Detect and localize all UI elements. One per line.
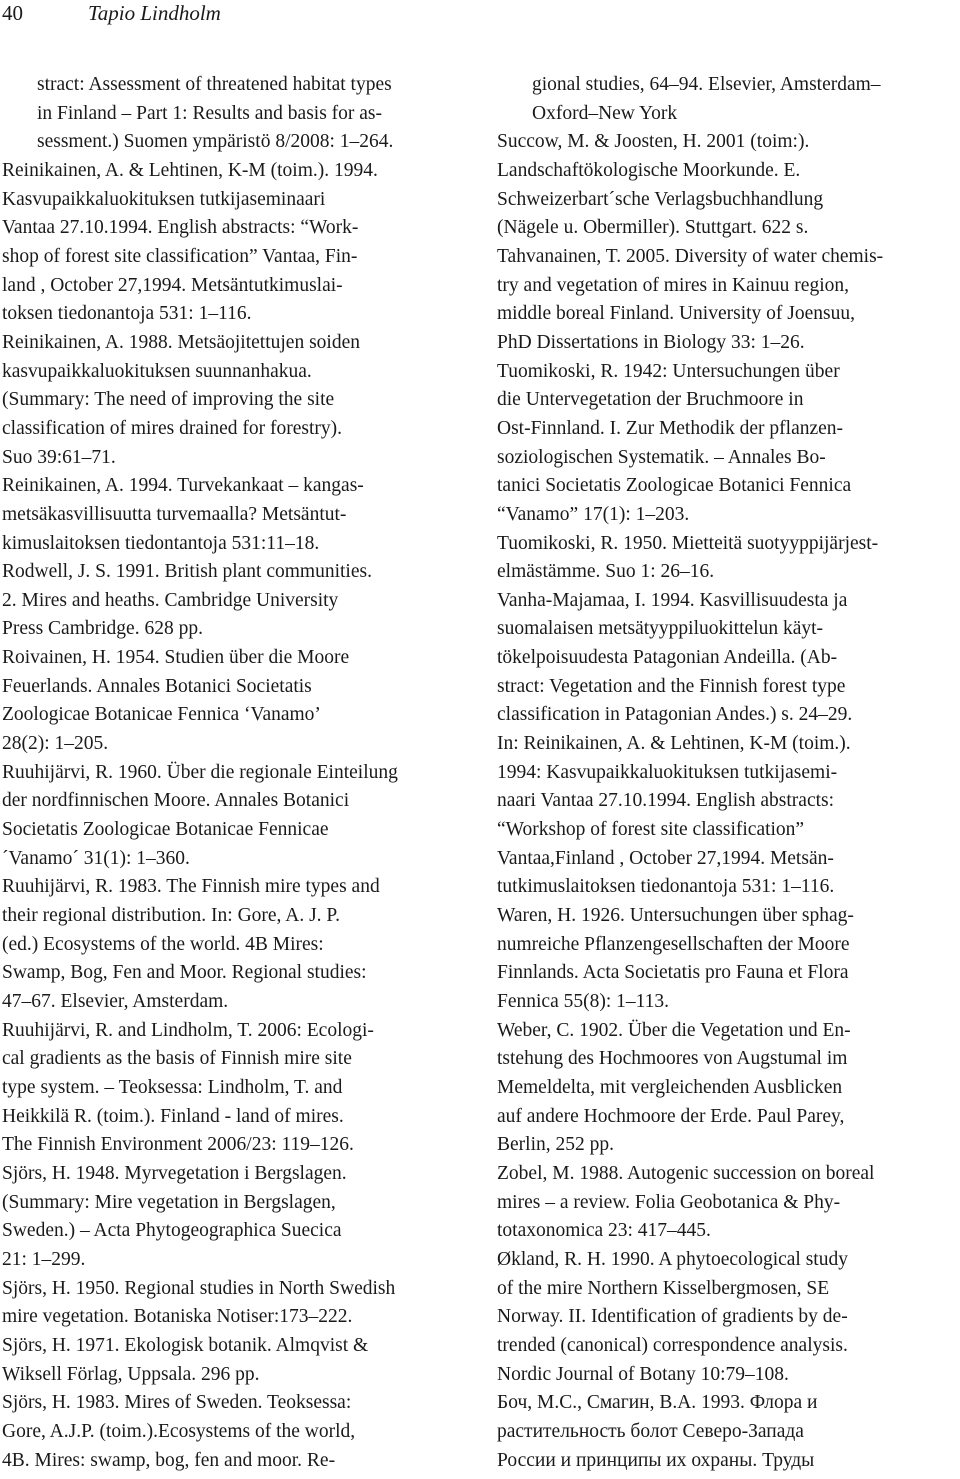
reference-line: 21: 1–299.: [2, 1248, 86, 1270]
reference-entry: [2, 1332, 464, 1389]
reference-entry: [497, 358, 958, 530]
reference-line: Tahvanainen, T. 2005. Diversity of water chemis-: [497, 245, 884, 267]
reference-line: Weber, C. 1902. Über die Vegetation und En-: [497, 1019, 851, 1041]
reference-line: Økland, R. H. 1990. A phytoecological study: [497, 1248, 848, 1270]
reference-line: Reinikainen, A. & Lehtinen, K-M (toim.). 1994.: [2, 159, 378, 181]
reference-line: Vantaa 27.10.1994. English abstracts: “Work-: [2, 217, 359, 239]
reference-line: Nordic Journal of Botany 10:79–108.: [497, 1363, 789, 1385]
reference-line: kasvupaikkaluokituksen suunnanhakua.: [2, 360, 312, 382]
reference-line: Kasvupaikkaluokituksen tutkijaseminaari: [2, 188, 326, 210]
reference-line: middle boreal Finland. University of Joensuu,: [497, 303, 855, 325]
reference-line: Zobel, M. 1988. Autogenic succession on boreal: [497, 1162, 875, 1184]
reference-continuation: [497, 71, 958, 128]
reference-entry: [2, 1275, 464, 1332]
reference-line: tutkimuslaitoksen tiedonantoja 531: 1–116.: [497, 876, 835, 898]
reference-line: tanici Societatis Zoologicae Botanici Fennica: [497, 475, 852, 497]
reference-line: растительность болот Северо-Запада: [497, 1420, 804, 1442]
reference-line: Swamp, Bog, Fen and Moor. Regional studies:: [2, 962, 367, 984]
reference-line: 47–67. Elsevier, Amsterdam.: [2, 991, 229, 1012]
reference-line: Societatis Zoologicae Botanicae Fennicae: [2, 819, 329, 841]
reference-line: of the mire Northern Kisselbergmosen, SE: [497, 1277, 830, 1299]
reference-line: Vanha-Majamaa, I. 1994. Kasvillisuudesta ja: [497, 589, 848, 611]
reference-entry: [2, 644, 464, 759]
reference-entry: [2, 1389, 464, 1475]
reference-line: stract: Assessment of threatened habitat types: [37, 74, 392, 95]
reference-entry: [497, 1246, 958, 1389]
reference-line: toksen tiedonantoja 531: 1–116.: [2, 303, 252, 325]
reference-line: trended (canonical) correspondence analysis.: [497, 1334, 848, 1356]
reference-entry: [497, 1017, 958, 1160]
reference-line: Succow, M. & Joosten, H. 2001 (toim:).: [497, 131, 810, 153]
reference-line: ´Vanamo´ 31(1): 1–360.: [2, 847, 190, 869]
reference-line: try and vegetation of mires in Kainuu region,: [497, 274, 849, 296]
reference-line: Sjörs, H. 1950. Regional studies in North Swedish: [2, 1277, 396, 1299]
reference-line: soziologischen Systematik. – Annales Bo-: [497, 446, 826, 468]
reference-line: Tuomikoski, R. 1942: Untersuchungen über: [497, 360, 840, 382]
reference-entry: [2, 1017, 464, 1160]
reference-entry: [2, 329, 464, 472]
reference-line: Боч, М.С., Смагин, В.А. 1993. Флора и: [497, 1392, 818, 1414]
reference-line: Ost-Finnland. I. Zur Methodik der pflanzen-: [497, 417, 844, 439]
reference-entry: [2, 759, 464, 874]
reference-line: Reinikainen, A. 1994. Turvekankaat – kangas-: [2, 475, 364, 497]
reference-line: Fennica 55(8): 1–113.: [497, 991, 670, 1012]
reference-line: sessment.) Suomen ympäristö 8/2008: 1–264.: [37, 131, 394, 153]
reference-entry: [2, 558, 464, 644]
reference-line: land , October 27,1994. Metsäntutkimuslai-: [2, 274, 343, 296]
reference-line: suomalaisen metsätyyppiluokittelun käyt-: [497, 618, 824, 640]
reference-line: Vantaa,Finland , October 27,1994. Metsän-: [497, 847, 834, 869]
reference-entry: [497, 128, 958, 243]
reference-line: naari Vantaa 27.10.1994. English abstracts:: [497, 790, 835, 812]
reference-line: PhD Dissertations in Biology 33: 1–26.: [497, 331, 805, 353]
reference-continuation: [2, 71, 464, 157]
reference-line: (Summary: The need of improving the site: [2, 389, 335, 411]
reference-line: Ruuhijärvi, R. 1983. The Finnish mire types and: [2, 876, 380, 898]
reference-line: Zoologicae Botanicae Fennica ‘Vanamo’: [2, 704, 321, 726]
reference-entry: [497, 530, 958, 587]
reference-line: classification of mires drained for forestry).: [2, 417, 343, 439]
page-number: 40: [2, 1, 23, 25]
reference-line: classification in Patagonian Andes.) s. 24–29.: [497, 704, 853, 726]
reference-line: Sjörs, H. 1983. Mires of Sweden. Teoksessa:: [2, 1392, 352, 1414]
reference-line: Memeldelta, mit vergleichenden Ausblicken: [497, 1076, 843, 1098]
reference-entry: [497, 587, 958, 902]
reference-entry: [497, 243, 958, 358]
reference-line: die Untervegetation der Bruchmoore in: [497, 389, 804, 411]
reference-line: Berlin, 252 pp.: [497, 1134, 614, 1156]
reference-line: auf andere Hochmoore der Erde. Paul Parey,: [497, 1105, 845, 1127]
reference-line: totaxonomica 23: 417–445.: [497, 1220, 711, 1242]
reference-line: Wiksell Förlag, Uppsala. 296 pp.: [2, 1363, 260, 1385]
reference-line: 28(2): 1–205.: [2, 733, 109, 755]
reference-line: In: Reinikainen, A. & Lehtinen, K-M (toim.).: [497, 733, 851, 755]
reference-line: shop of forest site classification” Vantaa, Fin-: [2, 245, 358, 267]
reference-line: metsäkasvillisuutta turvemaalla? Metsäntut-: [2, 503, 347, 525]
reference-line: tökelpoisuudesta Patagonian Andeilla. (Ab-: [497, 647, 838, 669]
reference-line: stract: Vegetation and the Finnish forest type: [497, 675, 846, 697]
reference-line: Sweden.) – Acta Phytogeographica Suecica: [2, 1220, 342, 1242]
reference-line: mire vegetation. Botaniska Notiser:173–222.: [2, 1306, 353, 1328]
reference-line: Gore, A.J.P. (toim.).Ecosystems of the world,: [2, 1420, 356, 1442]
reference-line: type system. – Teoksessa: Lindholm, T. and: [2, 1076, 343, 1098]
reference-line: Press Cambridge. 628 pp.: [2, 618, 203, 640]
reference-line: Sjörs, H. 1971. Ekologisk botanik. Almqvist &: [2, 1334, 369, 1356]
reference-line: Suo 39:61–71.: [2, 446, 116, 468]
reference-line: 4B. Mires: swamp, bog, fen and moor. Re-: [2, 1449, 336, 1471]
reference-line: Heikkilä R. (toim.). Finland - land of mires.: [2, 1105, 344, 1127]
reference-line: kimuslaitoksen tiedontantoja 531:11–18.: [2, 532, 320, 554]
reference-line: Waren, H. 1926. Untersuchungen über sphag-: [497, 905, 854, 927]
reference-line: Roivainen, H. 1954. Studien über die Moore: [2, 647, 350, 669]
reference-line: mires – a review. Folia Geobotanica & Phy-: [497, 1191, 841, 1213]
reference-line: (ed.) Ecosystems of the world. 4B Mires:: [2, 933, 324, 955]
reference-line: The Finnish Environment 2006/23: 119–126.: [2, 1134, 354, 1156]
reference-entry: [497, 1160, 958, 1246]
reference-line: (Nägele u. Obermiller). Stuttgart. 622 s.: [497, 217, 809, 239]
reference-line: Oxford–New York: [532, 102, 678, 124]
reference-line: (Summary: Mire vegetation in Bergslagen,: [2, 1191, 336, 1213]
reference-line: tstehung des Hochmoores von Augstumal im: [497, 1048, 848, 1070]
reference-entry: [2, 157, 464, 329]
reference-line: 2. Mires and heaths. Cambridge University: [2, 589, 339, 611]
reference-entry: [497, 902, 958, 1017]
reference-line: elmästämme. Suo 1: 26–16.: [497, 561, 715, 583]
page-header: [0, 0, 960, 30]
reference-line: Sjörs, H. 1948. Myrvegetation i Bergslagen.: [2, 1162, 347, 1184]
reference-line: der nordfinnischen Moore. Annales Botanici: [2, 790, 350, 812]
reference-line: Landschaftökologische Moorkunde. E.: [497, 159, 801, 181]
reference-line: cal gradients as the basis of Finnish mire site: [2, 1048, 352, 1070]
reference-line: in Finland – Part 1: Results and basis for as-: [37, 102, 383, 124]
reference-line: Norway. II. Identification of gradients by de-: [497, 1306, 848, 1328]
reference-line: numreiche Pflanzengesellschaften der Moore: [497, 933, 850, 955]
reference-line: Reinikainen, A. 1988. Metsäojitettujen soiden: [2, 331, 360, 353]
reference-line: their regional distribution. In: Gore, A. J. P.: [2, 905, 340, 927]
reference-line: gional studies, 64–94. Elsevier, Amsterdam–: [532, 74, 881, 95]
reference-entry: [2, 1160, 464, 1275]
reference-line: Feuerlands. Annales Botanici Societatis: [2, 675, 312, 697]
reference-line: 1994: Kasvupaikkaluokituksen tutkijasemi-: [497, 761, 838, 783]
running-head: Tapio Lindholm: [88, 1, 221, 25]
reference-line: России и принципы их охраны. Труды: [497, 1449, 815, 1471]
reference-line: Tuomikoski, R. 1950. Mietteitä suotyyppijärjest-: [497, 532, 879, 554]
reference-line: Finnlands. Acta Societatis pro Fauna et Flora: [497, 962, 849, 984]
reference-line: “Vanamo” 17(1): 1–203.: [497, 503, 690, 525]
reference-line: Rodwell, J. S. 1991. British plant communities.: [2, 561, 372, 583]
reference-line: “Workshop of forest site classification”: [497, 819, 805, 841]
reference-line: Ruuhijärvi, R. 1960. Über die regionale Einteilung: [2, 761, 398, 783]
reference-line: Ruuhijärvi, R. and Lindholm, T. 2006: Ecologi-: [2, 1019, 374, 1041]
left-column: [2, 71, 464, 1475]
reference-entry: [497, 1389, 958, 1475]
right-column: [497, 71, 958, 1475]
reference-line: Schweizerbart´sche Verlagsbuchhandlung: [497, 188, 824, 210]
reference-entry: [2, 472, 464, 558]
reference-entry: [2, 873, 464, 1016]
